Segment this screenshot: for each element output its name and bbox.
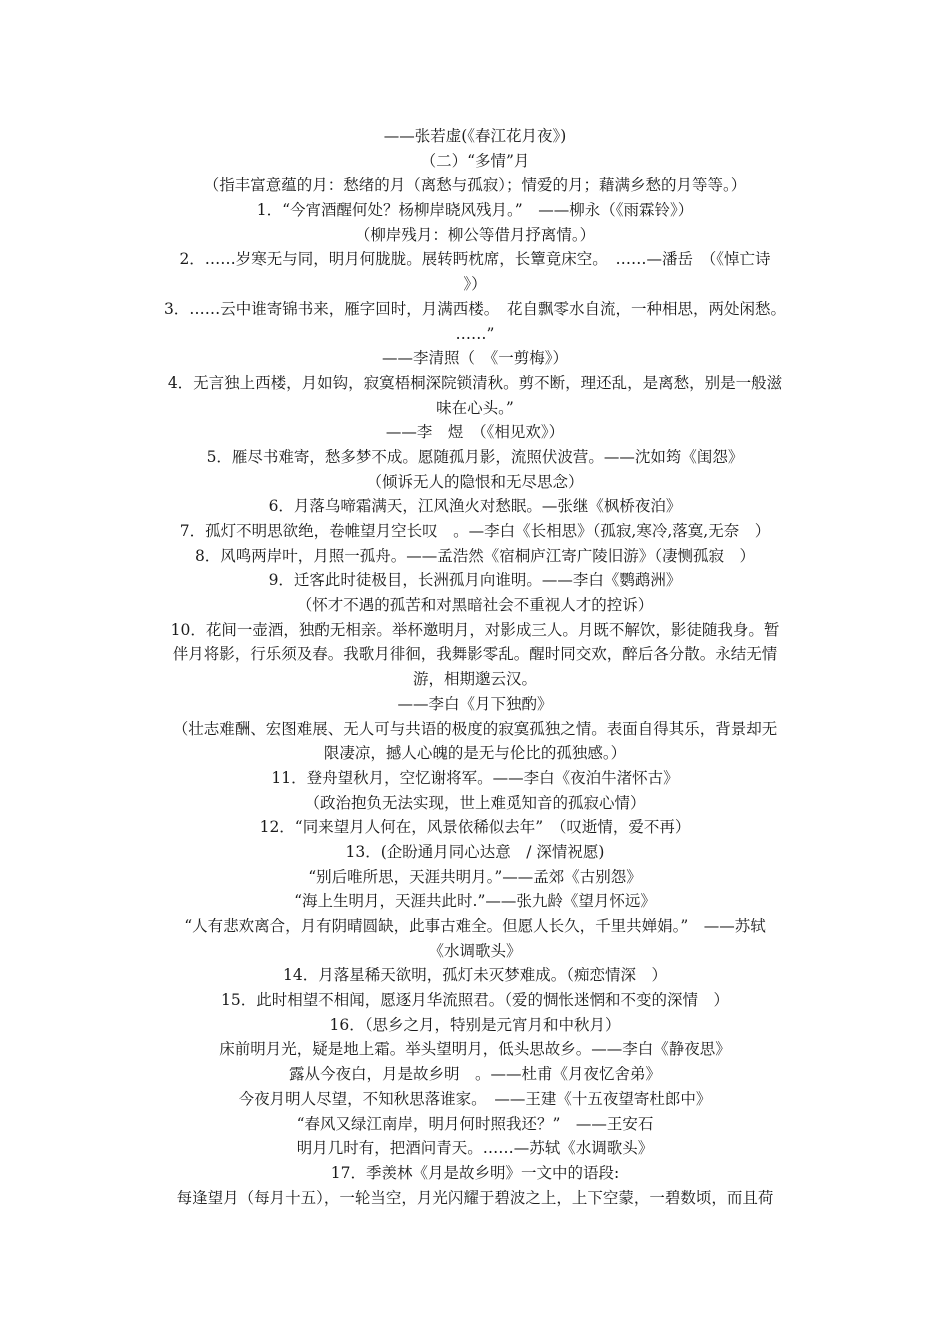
text-line-32: “海上生明月，天涯共此时.”——张九龄《望月怀远》 [294, 892, 656, 911]
text-line-41: “春风又绿江南岸，明月何时照我还？” ——王安石 [296, 1114, 654, 1133]
text-line-40: 今夜月明人尽望，不知秋思落谁家。 ——王建《十五夜望寄杜郎中》 [238, 1089, 712, 1108]
text-line-39: 露从今夜白，月是故乡明 。——杜甫《月夜忆舍弟》 [288, 1065, 661, 1084]
text-line-8: 3．……云中谁寄锦书来，雁字回时，月满西楼。 花自飘零水自流，一种相思，两处闲愁。 [163, 299, 787, 318]
text-line-18: 8．风鸣两岸叶，月照一孤舟。——孟浩然《宿桐庐江寄广陵旧游》（凄恻孤寂 ） [194, 546, 756, 565]
text-line-24: ——李白《月下独酌》 [397, 694, 553, 713]
text-line-1: ——张若虚(《春江花月夜》) [383, 127, 567, 145]
text-line-34: 《水调歌头》 [428, 941, 522, 960]
text-line-35: 14．月落星稀天欲明，孤灯未灭梦难成。（痴恋情深 ） [283, 966, 667, 985]
text-line-36: 15．此时相望不相闻，愿逐月华流照君。（爱的惆怅迷惘和不变的深情 ） [221, 991, 729, 1010]
text-line-19: 9．迁客此时徒极目，长洲孤月向谁明。——李白《鹦鹉洲》 [268, 571, 682, 590]
text-line-28: （政治抱负无法实现，世上难觅知音的孤寂心情） [304, 793, 646, 812]
text-line-23: 游，相期邈云汉。 [412, 670, 537, 689]
text-line-13: ——李 煜 （《相见欢》） [385, 423, 565, 442]
text-line-22: 伴月将影，行乐须及春。我歌月徘徊，我舞影零乱。醒时同交欢，醉后各分散。永结无情 [172, 645, 778, 664]
text-line-21: 10．花间一壶酒，独酌无相亲。举杯邀明月，对影成三人。月既不解饮，影徒随我身。暂 [170, 620, 780, 639]
text-line-44: 每逢望月（每月十五），一轮当空，月光闪耀于碧波之上，上下空蒙，一碧数顷，而且荷 [176, 1188, 774, 1207]
text-line-26: 限凄凉，撼人心魄的是无与伦比的孤独感。） [323, 744, 627, 763]
text-line-29: 12．“同来望月人何在，风景依稀似去年” （叹逝情，爱不再） [259, 818, 691, 837]
text-line-11: 4．无言独上西楼，月如钩，寂寞梧桐深院锁清秋。剪不断，理还乱，是离愁，别是一般滋 [167, 373, 783, 392]
text-line-25: （壮志难酬、宏图难展、无人可与共语的极度的寂寞孤独之情。表面自得其乐，背景却无 [172, 719, 778, 738]
text-line-33: “人有悲欢离合，月有阴晴圆缺，此事古难全。但愿人长久，千里共婵娟。” ——苏轼 [184, 917, 766, 935]
text-line-4: 1．“今宵酒醒何处？杨柳岸晓风残月。” ——柳永（《雨霖铃》） [256, 201, 694, 220]
text-line-12: 味在心头。” [436, 398, 514, 417]
text-line-9: ……” [455, 324, 495, 343]
text-line-20: （怀才不遇的孤苦和对黑暗社会不重视人才的控诉） [296, 596, 654, 615]
text-line-5: （柳岸残月：柳公等借月抒离情。） [354, 225, 596, 244]
text-line-30: 13．(企盼通月同心达意 / 深情祝愿) [345, 842, 605, 861]
text-line-16: 6．月落乌啼霜满天，江风渔火对愁眠。—张继《枫桥夜泊》 [268, 497, 682, 516]
text-line-3: （指丰富意蕴的月：愁绪的月（离愁与孤寂）；情爱的月；藉满乡愁的月等等。） [203, 176, 747, 195]
text-line-43: 17．季羡林《月是故乡明》一文中的语段: [330, 1163, 620, 1182]
text-line-15: （倾诉无人的隐恨和无尽思念） [366, 472, 584, 491]
text-line-27: 11．登舟望秋月，空忆谢将军。——李白《夜泊牛渚怀古》 [271, 768, 679, 787]
text-line-31: “别后唯所思，天涯共明月。”——孟郊《古别怨》 [308, 867, 642, 886]
section-heading: （二）“多情”月 [420, 151, 530, 170]
text-line-6: 2．……岁寒无与同，明月何胧胧。展转眄枕席，长簟竟床空。 ……—潘岳 （《悼亡诗 [179, 250, 771, 269]
text-line-7: 》） [463, 275, 487, 294]
text-line-10: ——李清照（ 《一剪梅》） [381, 349, 568, 368]
text-line-42: 明月几时有，把酒问青天。……—苏轼《水调歌头》 [296, 1139, 654, 1158]
text-line-17: 7．孤灯不明思欲绝，卷帷望月空长叹 。—李白《长相思》（孤寂,寒冷,落寞,无奈 ） [179, 522, 771, 540]
text-line-38: 床前明月光，疑是地上霜。举头望明月，低头思故乡。——李白《静夜思》 [219, 1040, 731, 1059]
text-line-14: 5．雁尽书难寄，愁多梦不成。愿随孤月影，流照伏波营。——沈如筠《闺怨》 [206, 447, 744, 466]
text-line-37: 16．（思乡之月，特别是元宵月和中秋月） [329, 1015, 621, 1034]
